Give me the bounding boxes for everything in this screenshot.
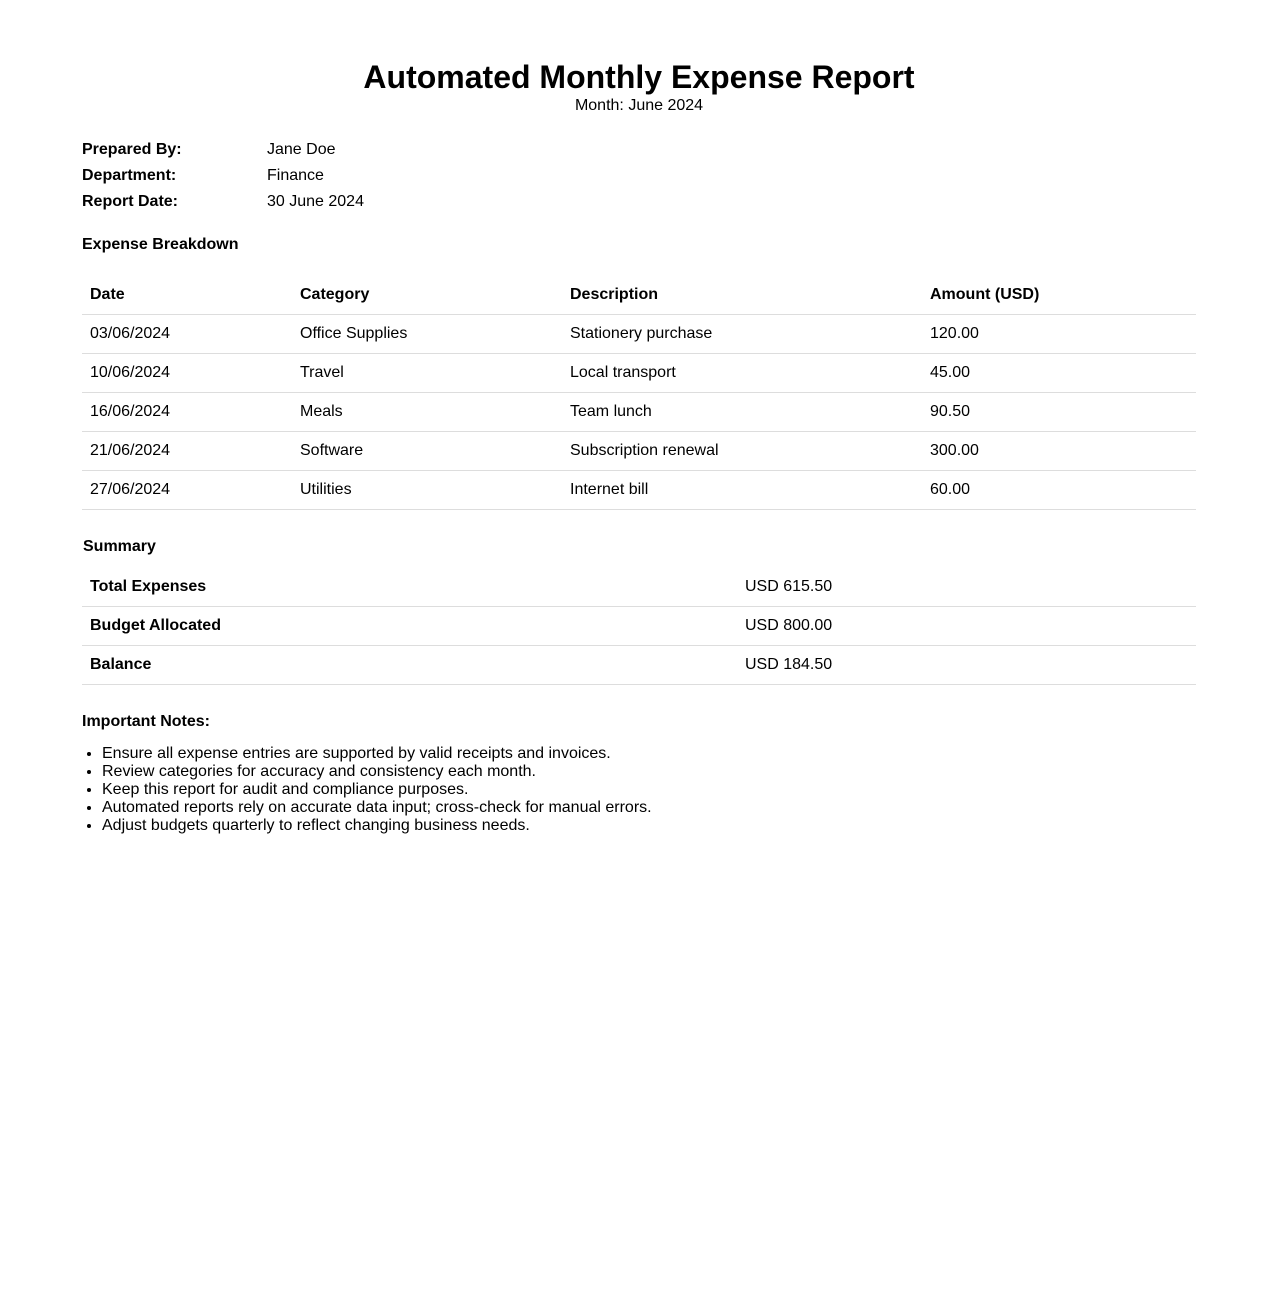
cell-category: Utilities bbox=[292, 471, 562, 510]
summary-label: Budget Allocated bbox=[82, 607, 737, 646]
cell-amount: 45.00 bbox=[922, 354, 1196, 393]
cell-description: Team lunch bbox=[562, 393, 922, 432]
list-item: • Review categories for accuracy and consistency each month. bbox=[102, 763, 1196, 781]
summary-value: USD 615.50 bbox=[737, 568, 1196, 607]
list-item: • Adjust budgets quarterly to reflect changing business needs. bbox=[102, 817, 1196, 835]
cell-category: Software bbox=[292, 432, 562, 471]
table-row bbox=[82, 432, 1196, 471]
cell-description: Internet bill bbox=[562, 471, 922, 510]
summary-table bbox=[82, 568, 1196, 685]
table-row bbox=[82, 354, 1196, 393]
cell-amount: 60.00 bbox=[922, 471, 1196, 510]
report-title: Automated Monthly Expense Report bbox=[363, 59, 915, 95]
cell-amount: 120.00 bbox=[922, 315, 1196, 354]
cell-date: 16/06/2024 bbox=[82, 393, 292, 432]
table-row bbox=[82, 315, 1196, 354]
table-header-row bbox=[82, 275, 1196, 315]
cell-description: Stationery purchase bbox=[562, 315, 922, 354]
summary-label: Balance bbox=[82, 646, 737, 685]
cell-category: Meals bbox=[292, 393, 562, 432]
report-meta bbox=[82, 137, 1196, 215]
meta-row-report-date bbox=[82, 189, 1196, 215]
cell-date: 21/06/2024 bbox=[82, 432, 292, 471]
expense-table bbox=[82, 275, 1196, 510]
report-page bbox=[82, 0, 1196, 835]
list-item: • Ensure all expense entries are supported by valid receipts and invoices. bbox=[102, 745, 1196, 763]
table-row bbox=[82, 471, 1196, 510]
cell-amount: 300.00 bbox=[922, 432, 1196, 471]
cell-date: 10/06/2024 bbox=[82, 354, 292, 393]
meta-row-prepared-by bbox=[82, 137, 1196, 163]
column-header-amount: Amount (USD) bbox=[922, 275, 1196, 315]
meta-value: Finance bbox=[267, 167, 324, 184]
cell-category: Office Supplies bbox=[292, 315, 562, 354]
summary-value: USD 184.50 bbox=[737, 646, 1196, 685]
list-item: • Automated reports rely on accurate data input; cross-check for manual errors. bbox=[102, 799, 1196, 817]
column-header-description: Description bbox=[562, 275, 922, 315]
summary-row-budget bbox=[82, 607, 1196, 646]
meta-label: Report Date: bbox=[82, 193, 179, 210]
column-header-date: Date bbox=[82, 275, 292, 315]
cell-date: 27/06/2024 bbox=[82, 471, 292, 510]
summary-row-total bbox=[82, 568, 1196, 607]
meta-row-department bbox=[82, 163, 1196, 189]
cell-category: Travel bbox=[292, 354, 562, 393]
summary-row-balance bbox=[82, 646, 1196, 685]
cell-description: Subscription renewal bbox=[562, 432, 922, 471]
cell-date: 03/06/2024 bbox=[82, 315, 292, 354]
notes-heading: Important Notes: bbox=[82, 713, 210, 730]
report-month: Month: June 2024 bbox=[574, 97, 704, 114]
cell-amount: 90.50 bbox=[922, 393, 1196, 432]
summary-label: Total Expenses bbox=[82, 568, 737, 607]
meta-label: Department: bbox=[82, 167, 177, 184]
meta-value: 30 June 2024 bbox=[267, 193, 364, 210]
meta-value: Jane Doe bbox=[267, 141, 336, 158]
column-header-category: Category bbox=[292, 275, 562, 315]
table-row bbox=[82, 393, 1196, 432]
meta-label: Prepared By: bbox=[82, 141, 182, 158]
list-item: • Keep this report for audit and compliance purposes. bbox=[102, 781, 1196, 799]
cell-description: Local transport bbox=[562, 354, 922, 393]
summary-value: USD 800.00 bbox=[737, 607, 1196, 646]
notes-list bbox=[82, 745, 1196, 835]
summary-heading: Summary bbox=[83, 538, 156, 555]
expense-breakdown-heading: Expense Breakdown bbox=[82, 236, 239, 253]
